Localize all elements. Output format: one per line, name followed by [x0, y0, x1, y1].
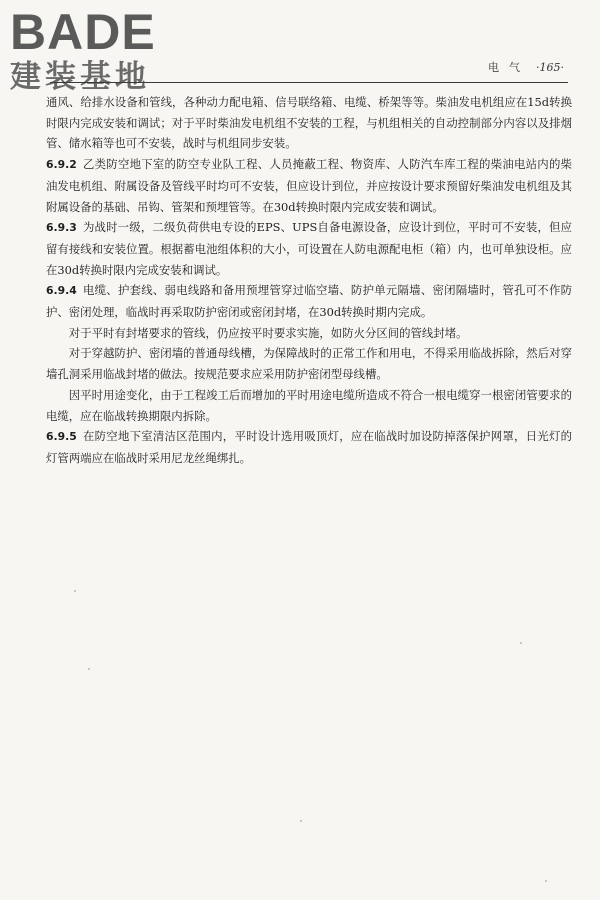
paragraph-text: 对于平时有封堵要求的管线，仍应按平时要求实施，如防火分区间的管线封堵。 [68, 325, 468, 340]
clause-6-9-2 [46, 154, 572, 217]
paragraph-continued [46, 92, 572, 154]
running-header [488, 60, 564, 76]
logo-wordmark: BADE [10, 4, 156, 60]
clause-6-9-4 [46, 280, 572, 322]
clause-text: 电缆、护套线、弱电线路和备用预埋管穿过临空墙、防护单元隔墙、密闭隔墙时，管孔可不作防护、密闭处理，临战时再采取防护密闭或密闭封堵，在30d转换时期内完成。 [46, 283, 572, 320]
clause-6-9-5 [46, 426, 572, 468]
note-paragraph [46, 343, 572, 384]
scan-speck [520, 642, 522, 644]
clause-number: 6.9.2 [46, 158, 77, 172]
scan-speck [74, 590, 76, 592]
note-paragraph [46, 385, 572, 426]
clause-text: 在防空地下室清洁区范围内，平时设计选用吸顶灯，应在临战时加设防掉落保护网罩，日光灯的灯管两端应在临战时采用尼龙丝绳绑扎。 [46, 429, 572, 465]
clause-6-9-3 [46, 217, 572, 280]
clause-number: 6.9.3 [46, 221, 77, 235]
paragraph-text: 因平时用途变化，由于工程竣工后而增加的平时用途电缆所造成不符合一根电缆穿一根密闭管要求的电缆，应在临战转换期限内拆除。 [46, 387, 572, 423]
logo-chinese-name: 建装基地 [10, 59, 150, 95]
clause-number: 6.9.4 [46, 284, 77, 298]
page-number: ·165· [536, 61, 564, 74]
section-title: 电气 [488, 61, 530, 74]
note-paragraph [46, 323, 572, 344]
paragraph-text: 通风、给排水设备和管线，各种动力配电箱、信号联络箱、电缆、桥架等等。柴油发电机组应在15d转换时限内完成安装和调试；对于平时柴油发电机组不安装的工程，与机组相关的自动控制部分内容以及排烟管、储水箱等也可不安装，战时与机组同步安装。 [46, 95, 572, 151]
clause-number: 6.9.5 [46, 430, 77, 444]
paragraph-text: 对于穿越防护、密闭墙的普通母线槽，为保障战时的正常工作和用电，不得采用临战拆除，然后对穿墙孔洞采用临战封堵的做法。按规范要求应采用防护密闭型母线槽。 [46, 346, 572, 382]
scan-speck [88, 668, 90, 670]
clause-text: 乙类防空地下室的防空专业队工程、人员掩蔽工程、物资库、人防汽车库工程的柴油电站内的柴油发电机组、附属设备及管线平时均可不安装，但应设计到位，并应按设计要求预留好柴油发电机组及其附属设备的基础、吊钩、管架和预埋管等。在30d转换时限内完成安装和调试。 [46, 157, 572, 214]
scan-speck [545, 880, 547, 882]
page-body [46, 92, 572, 469]
header-rule [50, 82, 568, 83]
clause-text: 为战时一级，二级负荷供电专设的EPS、UPS自备电源设备，应设计到位，平时可不安装，但应留有接线和安装位置。根据蓄电池组体积的大小，可设置在人防电源配电柜（箱）内，也可单独设柜。应在30d转换时限内完成安装和调试。 [46, 220, 572, 277]
scan-speck [300, 820, 302, 822]
